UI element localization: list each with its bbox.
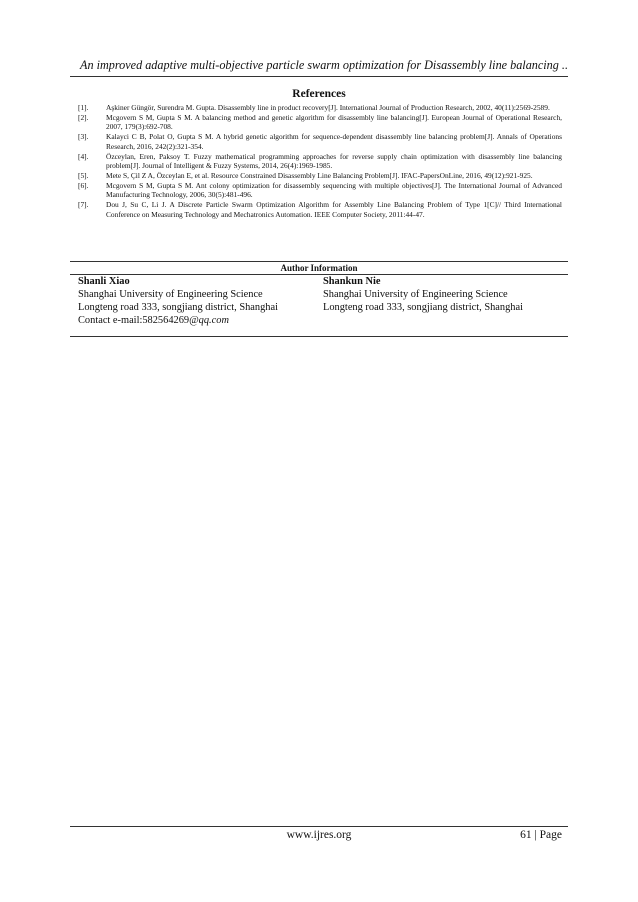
reference-number: [5]. <box>78 170 89 180</box>
reference-item <box>78 132 562 151</box>
reference-text: Mete S, Çil Z A, Özceylan E, et al. Resource Constrained Disassembly Line Balancing Problem[J]. IFAC-PapersOnLine, 2016, 49(12):921-925. <box>106 170 533 180</box>
author-address: Longteng road 333, songjiang district, Shanghai <box>323 302 523 313</box>
author-name: Shanli Xiao <box>78 276 130 287</box>
author-affiliation: Shanghai University of Engineering Science <box>78 289 263 300</box>
author-affiliation: Shanghai University of Engineering Science <box>323 289 508 300</box>
author-contact-prefix: Contact e-mail:582564269 <box>78 315 190 326</box>
author-name: Shankun Nie <box>323 276 381 287</box>
reference-text: Özceylan, Eren, Paksoy T. Fuzzy mathematical programming approaches for reverse supply chain optimization with disassembly line balancing problem[J]. Journal of Intelligent & Fuzzy Systems, 2014, 26(4):1969-1985. <box>106 151 562 171</box>
reference-number: [6]. <box>78 180 89 190</box>
reference-number: [1]. <box>78 103 89 112</box>
reference-number: [4]. <box>78 151 89 161</box>
reference-item <box>78 181 562 200</box>
reference-text: Mcgovern S M, Gupta S M. Ant colony optimization for disassembly sequencing with multiple objectives[J]. The International Journal of Advanced Manufacturing Technology, 2006, 30(5):481-496. <box>106 180 562 200</box>
author-column-1 <box>78 275 323 327</box>
running-header-title: An improved adaptive multi-objective particle swarm optimization for Disassembly line balancing .. <box>80 58 568 72</box>
reference-number: [3]. <box>78 132 89 142</box>
footer-website: www.ijres.org <box>286 829 352 841</box>
footer-page-number: 61 | Page <box>520 829 562 841</box>
reference-item <box>78 200 562 219</box>
author-contact <box>78 314 323 327</box>
reference-item <box>78 113 562 132</box>
reference-text: Dou J, Su C, Li J. A Discrete Particle Swarm Optimization Algorithm for Assembly Line Balancing Problem of Type 1[C]// Third International Conference on Measuring Technology and Mechatronics Automation. IEEE Computer Society, 2011:44-47. <box>106 200 562 219</box>
reference-text: Kalayci C B, Polat O, Gupta S M. A hybrid genetic algorithm for sequence-dependent disassembly line balancing problem[J]. Annals of Operations Research, 2016, 242(2):321-354. <box>106 132 562 151</box>
references-heading: References <box>292 88 346 100</box>
reference-item <box>78 103 562 113</box>
author-column-2 <box>323 275 568 327</box>
reference-text: Mcgovern S M, Gupta S M. A balancing method and genetic algorithm for disassembly line balancing[J]. European Journal of Operational Research, 2007, 179(3):692-708. <box>106 112 562 132</box>
references-list <box>78 103 562 219</box>
header-rule <box>70 76 568 77</box>
reference-item <box>78 152 562 171</box>
author-information-box <box>70 261 568 337</box>
footer-rule <box>70 826 568 827</box>
author-information-heading: Author Information <box>280 263 358 273</box>
reference-number: [2]. <box>78 112 89 122</box>
reference-text: Aşkiner Güngör, Surendra M. Gupta. Disassembly line in product recovery[J]. International Journal of Production Research, 2002, 40(11):2569-2589. <box>106 103 550 112</box>
reference-number: [7]. <box>78 200 89 210</box>
author-columns <box>70 275 568 327</box>
author-email-domain: @qq.com <box>189 315 229 326</box>
author-address: Longteng road 333, songjiang district, Shanghai <box>78 302 278 313</box>
reference-item <box>78 171 562 181</box>
